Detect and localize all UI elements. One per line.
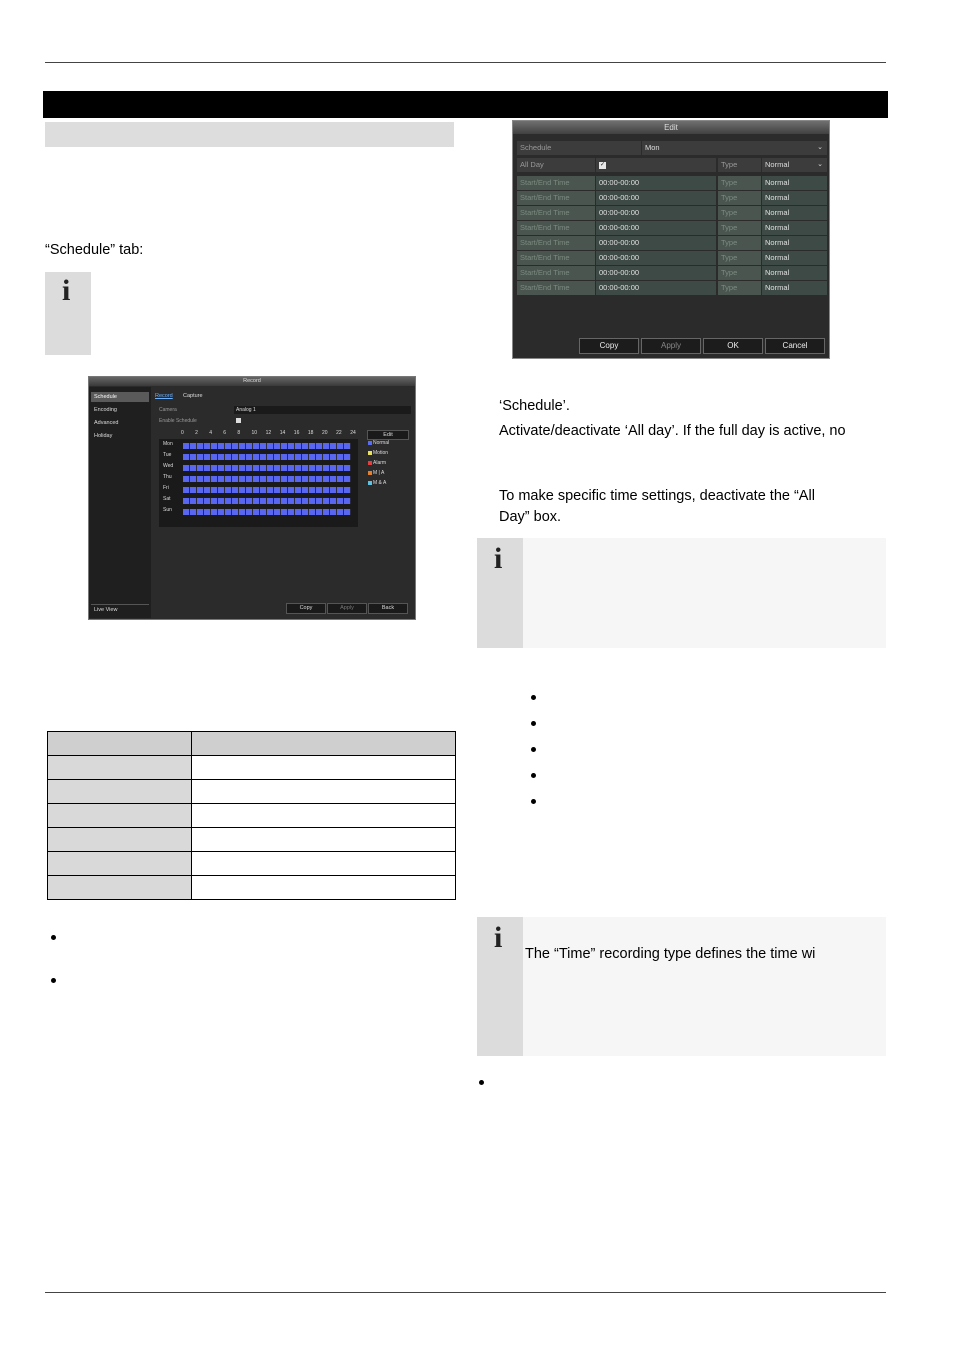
edit-button[interactable]: Edit bbox=[367, 430, 409, 440]
info-note-right-1 bbox=[477, 538, 886, 648]
apply-button[interactable]: Apply bbox=[641, 338, 701, 354]
bullet bbox=[531, 695, 536, 700]
row-type-label: Type bbox=[718, 236, 761, 250]
chapter-heading-bar bbox=[43, 91, 888, 118]
chevron-down-icon: ⌄ bbox=[817, 144, 823, 151]
time-range-field[interactable]: 00:00-00:00 bbox=[596, 281, 716, 295]
legend-swatch bbox=[368, 471, 372, 475]
table-row bbox=[48, 876, 456, 900]
allday-label: All Day bbox=[517, 158, 595, 172]
legend-item bbox=[368, 480, 386, 486]
hour-tick-label: 14 bbox=[279, 430, 286, 436]
start-end-time-label: Start/End Time bbox=[517, 236, 595, 250]
copy-button[interactable]: Copy bbox=[579, 338, 639, 354]
tab-record[interactable]: Record bbox=[155, 393, 173, 399]
bullet bbox=[531, 773, 536, 778]
legend-label: M | A bbox=[373, 470, 385, 476]
day-label: Thu bbox=[163, 474, 172, 480]
schedule-tab-text: “Schedule” tab: bbox=[45, 242, 144, 258]
table-row bbox=[48, 780, 456, 804]
edit-window-screenshot bbox=[512, 120, 830, 359]
bullet bbox=[479, 1080, 484, 1085]
table-row bbox=[48, 852, 456, 876]
time-range-field[interactable]: 00:00-00:00 bbox=[596, 236, 716, 250]
chevron-down-icon: ⌄ bbox=[817, 161, 823, 168]
legend-swatch bbox=[368, 441, 372, 445]
time-range-field[interactable]: 00:00-00:00 bbox=[596, 266, 716, 280]
legend-item bbox=[368, 450, 388, 456]
sidebar-item-encoding[interactable]: Encoding bbox=[94, 407, 117, 413]
copy-button[interactable]: Copy bbox=[286, 603, 326, 614]
time-row bbox=[517, 251, 827, 265]
start-end-time-label: Start/End Time bbox=[517, 251, 595, 265]
type-select[interactable]: Normal bbox=[762, 158, 827, 172]
record-sidebar bbox=[89, 387, 151, 618]
time-range-field[interactable]: 00:00-00:00 bbox=[596, 221, 716, 235]
back-button[interactable]: Back bbox=[368, 603, 408, 614]
hour-tick-label: 20 bbox=[322, 430, 328, 436]
start-end-time-label: Start/End Time bbox=[517, 221, 595, 235]
hour-tick-label: 6 bbox=[223, 430, 227, 436]
schedule-bar[interactable] bbox=[183, 498, 351, 504]
hour-tick-label: 18 bbox=[307, 430, 314, 436]
hour-tick-label: 16 bbox=[293, 430, 300, 436]
row-type-label: Type bbox=[718, 206, 761, 220]
allday-cell bbox=[596, 158, 716, 172]
table-row bbox=[48, 756, 456, 780]
day-label: Tue bbox=[163, 452, 172, 458]
day-label: Wed bbox=[163, 463, 174, 469]
row-type-select[interactable]: Normal bbox=[762, 176, 827, 190]
hour-tick-label: 22 bbox=[336, 430, 342, 436]
specific-time-text-1: To make specific time settings, deactivate the “All bbox=[499, 488, 815, 504]
info-note-right-2 bbox=[477, 917, 886, 1056]
row-type-label: Type bbox=[718, 191, 761, 205]
camera-label: Camera bbox=[159, 407, 177, 413]
schedule-bar[interactable] bbox=[183, 443, 351, 449]
allday-checkbox[interactable]: ✓ bbox=[599, 161, 606, 168]
table-row bbox=[48, 804, 456, 828]
schedule-bar[interactable] bbox=[183, 509, 351, 515]
time-row bbox=[517, 281, 827, 295]
enable-schedule-checkbox[interactable] bbox=[236, 418, 241, 423]
time-row bbox=[517, 191, 827, 205]
row-type-select[interactable]: Normal bbox=[762, 236, 827, 250]
section-heading-bar bbox=[45, 122, 454, 147]
enable-schedule-label: Enable Schedule bbox=[159, 418, 197, 424]
legend-label: Alarm bbox=[373, 460, 387, 466]
record-title: Record bbox=[89, 377, 415, 386]
schedule-bar[interactable] bbox=[183, 476, 351, 482]
legend-item bbox=[368, 440, 389, 446]
time-range-field[interactable]: 00:00-00:00 bbox=[596, 176, 716, 190]
start-end-time-label: Start/End Time bbox=[517, 176, 595, 190]
info-icon: i bbox=[62, 274, 71, 307]
hour-tick-label: 4 bbox=[209, 430, 212, 436]
time-note-text: The “Time” recording type defines the time wi bbox=[525, 946, 816, 962]
edit-title: Edit bbox=[513, 121, 829, 134]
time-range-field[interactable]: 00:00-00:00 bbox=[596, 251, 716, 265]
header-rule bbox=[45, 62, 886, 63]
apply-button[interactable]: Apply bbox=[327, 603, 367, 614]
schedule-quote-text: ‘Schedule’. bbox=[499, 398, 570, 414]
ok-button[interactable]: OK bbox=[703, 338, 763, 354]
bullet bbox=[51, 978, 56, 983]
row-type-select[interactable]: Normal bbox=[762, 251, 827, 265]
type-label: Type bbox=[718, 158, 761, 172]
hour-tick-label: 8 bbox=[237, 430, 241, 436]
legend-swatch bbox=[368, 481, 372, 485]
schedule-bar[interactable] bbox=[183, 454, 351, 460]
hour-tick-label: 0 bbox=[181, 430, 184, 436]
info-icon: i bbox=[494, 542, 503, 575]
day-label: Sat bbox=[163, 496, 171, 502]
hour-tick-label: 24 bbox=[350, 430, 356, 436]
row-type-select[interactable]: Normal bbox=[762, 266, 827, 280]
camera-select[interactable]: Analog 1 bbox=[234, 406, 411, 414]
legend-label: M & A bbox=[373, 480, 387, 486]
legend-label: Motion bbox=[373, 450, 389, 456]
time-range-field[interactable]: 00:00-00:00 bbox=[596, 191, 716, 205]
footer-rule bbox=[45, 1292, 886, 1293]
day-label: Fri bbox=[163, 485, 169, 491]
row-type-label: Type bbox=[718, 221, 761, 235]
info-note-left bbox=[45, 272, 91, 355]
settings-table bbox=[47, 731, 456, 900]
sidebar-item-live-view[interactable]: Live View bbox=[91, 604, 149, 614]
day-label: Mon bbox=[163, 441, 173, 447]
table-row bbox=[48, 828, 456, 852]
schedule-bar[interactable] bbox=[183, 465, 351, 471]
time-row bbox=[517, 266, 827, 280]
row-type-label: Type bbox=[718, 281, 761, 295]
schedule-day-select[interactable]: Mon bbox=[642, 141, 827, 155]
row-type-label: Type bbox=[718, 251, 761, 265]
schedule-bar[interactable] bbox=[183, 487, 351, 493]
hour-tick-label: 2 bbox=[195, 430, 198, 436]
info-icon: i bbox=[494, 921, 503, 954]
start-end-time-label: Start/End Time bbox=[517, 191, 595, 205]
bullet bbox=[531, 799, 536, 804]
time-range-field[interactable]: 00:00-00:00 bbox=[596, 206, 716, 220]
time-row bbox=[517, 236, 827, 250]
tab-capture[interactable]: Capture bbox=[183, 393, 203, 399]
start-end-time-label: Start/End Time bbox=[517, 281, 595, 295]
legend-item bbox=[368, 470, 384, 476]
bullet bbox=[51, 935, 56, 940]
time-row bbox=[517, 176, 827, 190]
day-label: Sun bbox=[163, 507, 172, 513]
row-type-select[interactable]: Normal bbox=[762, 206, 827, 220]
row-type-label: Type bbox=[718, 266, 761, 280]
hour-tick-label: 10 bbox=[251, 430, 258, 436]
sidebar-item-holiday[interactable]: Holiday bbox=[94, 433, 113, 439]
time-row bbox=[517, 206, 827, 220]
cancel-button[interactable]: Cancel bbox=[765, 338, 825, 354]
legend-item bbox=[368, 460, 386, 466]
record-window-screenshot bbox=[88, 376, 416, 620]
time-row bbox=[517, 221, 827, 235]
legend-swatch bbox=[368, 451, 372, 455]
specific-time-text-2: Day” box. bbox=[499, 509, 562, 525]
legend-swatch bbox=[368, 461, 372, 465]
allday-text: Activate/deactivate ‘All day’. If the full day is active, no bbox=[499, 423, 846, 439]
row-type-select[interactable]: Normal bbox=[762, 281, 827, 295]
bullet bbox=[531, 721, 536, 726]
start-end-time-label: Start/End Time bbox=[517, 266, 595, 280]
start-end-time-label: Start/End Time bbox=[517, 206, 595, 220]
sidebar-item-advanced[interactable]: Advanced bbox=[94, 420, 119, 426]
sidebar-item-schedule[interactable]: Schedule bbox=[91, 392, 149, 402]
row-type-select[interactable]: Normal bbox=[762, 191, 827, 205]
schedule-label: Schedule bbox=[517, 141, 641, 155]
bullet bbox=[531, 747, 536, 752]
table-header-row bbox=[48, 732, 456, 756]
legend-label: Normal bbox=[373, 440, 390, 446]
row-type-select[interactable]: Normal bbox=[762, 221, 827, 235]
hour-tick-label: 12 bbox=[265, 430, 272, 436]
row-type-label: Type bbox=[718, 176, 761, 190]
